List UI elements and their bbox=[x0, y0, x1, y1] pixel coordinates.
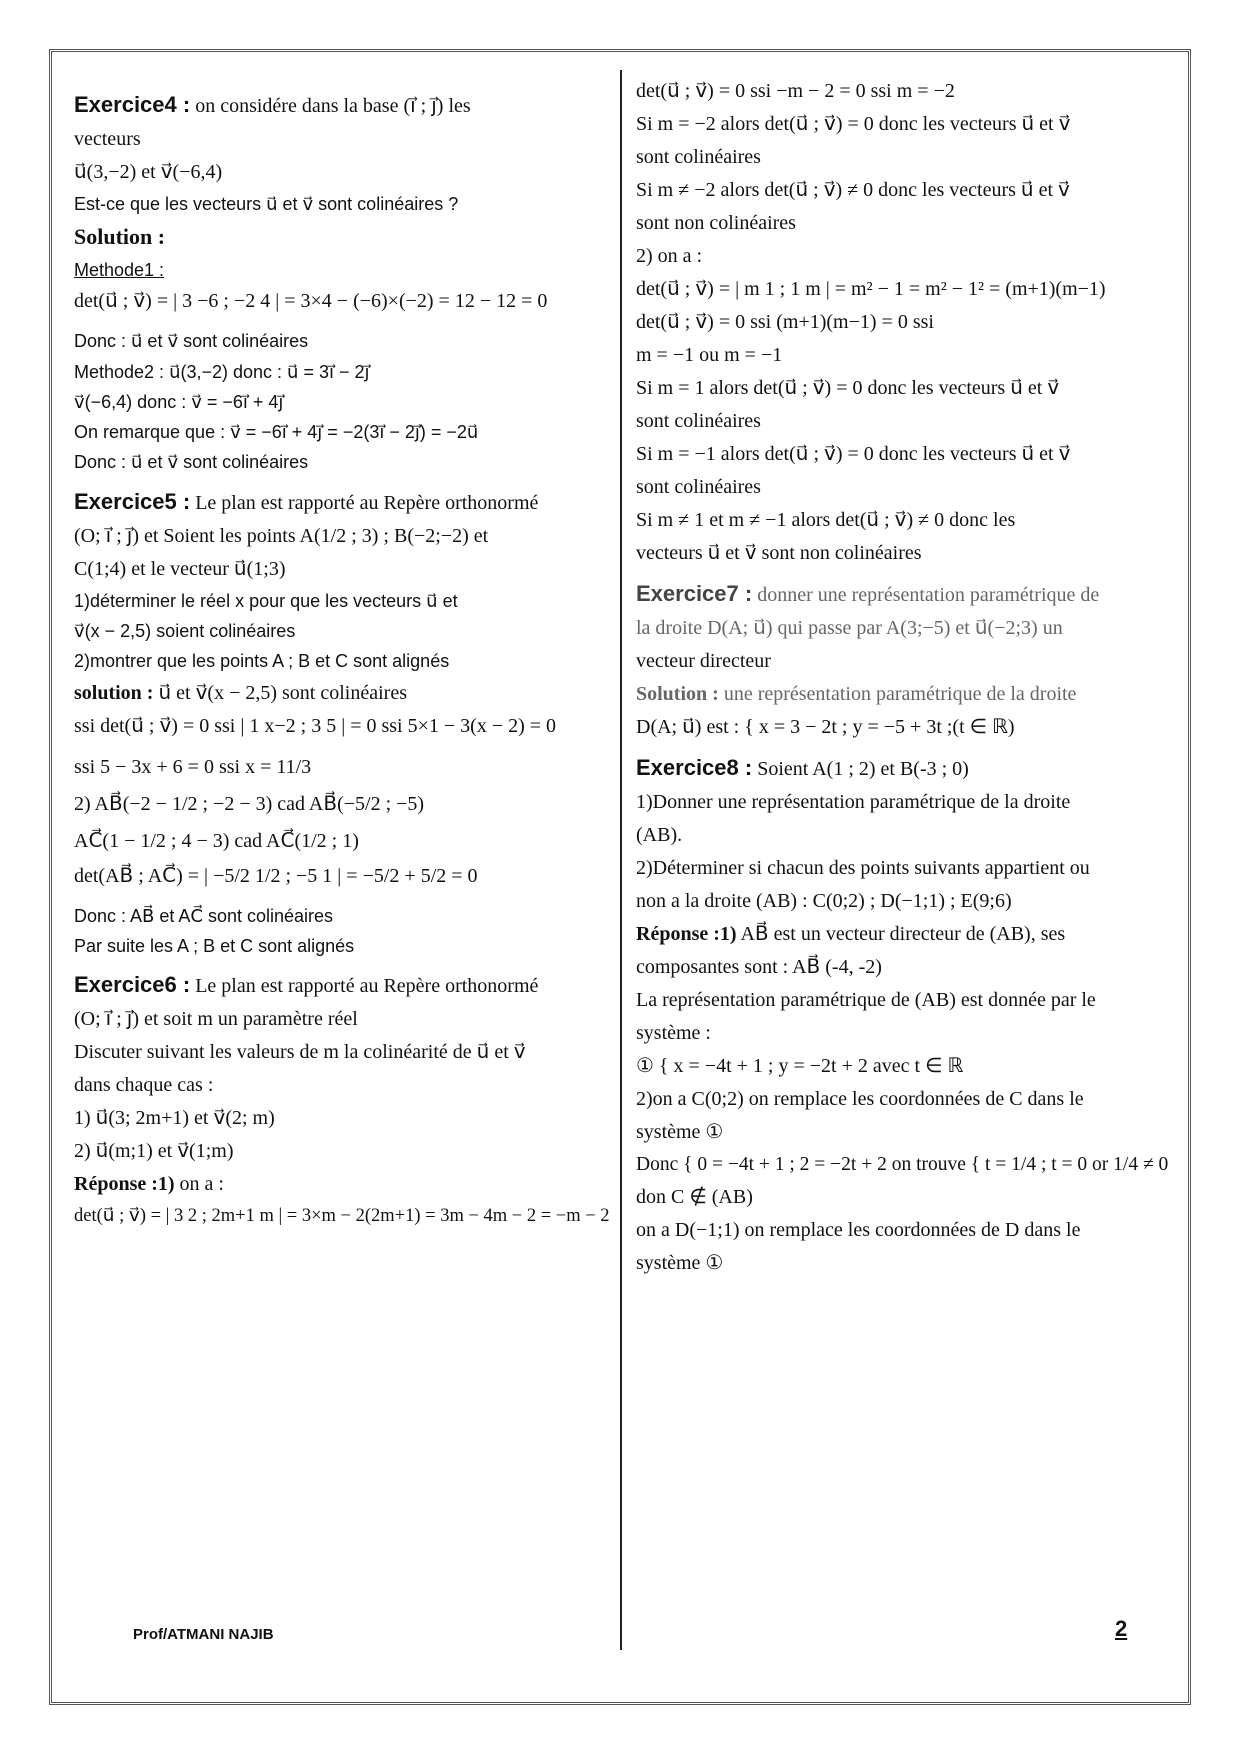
left-line: Donc : u⃗ et v⃗ sont colinéaires bbox=[74, 452, 309, 473]
left-line: Donc : AB⃗ et AC⃗ sont colinéaires bbox=[74, 905, 334, 926]
right-line: vecteur directeur bbox=[636, 650, 771, 672]
right-line: sont colinéaires bbox=[636, 410, 761, 432]
left-line bbox=[74, 970, 610, 1000]
right-line: système ① bbox=[636, 1121, 724, 1143]
solution-label: Solution : bbox=[636, 683, 719, 705]
left-line: Methode1 : bbox=[74, 259, 165, 280]
left-line: Discuter suivant les valeurs de m la colinéarité de u⃗ et v⃗ bbox=[74, 1041, 526, 1064]
left-line: AC⃗(1 − 1/2 ; 4 − 3) cad AC⃗(1/2 ; 1) bbox=[74, 829, 359, 852]
right-line: ① { x = −4t + 1 ; y = −2t + 2 avec t ∈ ℝ bbox=[636, 1055, 964, 1077]
right-line: 1)Donner une représentation paramétrique de la droite bbox=[636, 791, 1071, 813]
right-line: sont colinéaires bbox=[636, 146, 761, 168]
right-line: det(u⃗ ; v⃗) = | m 1 ; 1 m | = m² − 1 = m² − 1² = (m+1)(m−1) bbox=[636, 278, 1106, 300]
right-line bbox=[636, 921, 1176, 948]
right-line: 2)on a C(0;2) on remplace les coordonnées de C dans le bbox=[636, 1088, 1084, 1110]
footer-author: Prof/ATMANI NAJIB bbox=[133, 1626, 274, 1643]
right-line: composantes sont : AB⃗ (-4, -2) bbox=[636, 956, 882, 978]
left-line: Methode2 : u⃗(3,−2) donc : u⃗ = 3i⃗ − 2j⃗ bbox=[74, 361, 370, 382]
left-line: (O; i⃗ ; j⃗) et soit m un paramètre réel bbox=[74, 1008, 358, 1031]
left-line: det(AB⃗ ; AC⃗) = | −5/2 1/2 ; −5 1 | = −5/2 + 5/2 = 0 bbox=[74, 864, 478, 887]
exercise-title: Exercice5 : bbox=[74, 488, 191, 514]
left-line: 2) AB⃗(−2 − 1/2 ; −2 − 3) cad AB⃗(−5/2 ; −5) bbox=[74, 792, 425, 815]
right-line: 2)Déterminer si chacun des points suivants appartient ou bbox=[636, 857, 1090, 879]
left-line: dans chaque cas : bbox=[74, 1074, 214, 1097]
exercise-text: Le plan est rapporté au Repère orthonormé bbox=[190, 491, 539, 514]
left-line: Donc : u⃗ et v⃗ sont colinéaires bbox=[74, 331, 309, 352]
right-line: Si m = −2 alors det(u⃗ ; v⃗) = 0 donc les vecteurs u⃗ et v⃗ bbox=[636, 113, 1071, 135]
left-line bbox=[74, 90, 610, 120]
right-line: système : bbox=[636, 1022, 711, 1044]
right-column bbox=[636, 78, 1176, 1283]
right-line: la droite D(A; u⃗) qui passe par A(3;−5) et u⃗(−2;3) un bbox=[636, 617, 1063, 639]
left-line: C(1;4) et le vecteur u⃗(1;3) bbox=[74, 557, 286, 580]
right-line: sont colinéaires bbox=[636, 476, 761, 498]
left-line bbox=[74, 1171, 610, 1198]
left-line: 2)montrer que les points A ; B et C sont alignés bbox=[74, 651, 450, 672]
right-line: (AB). bbox=[636, 824, 683, 846]
right-line: Si m ≠ −2 alors det(u⃗ ; v⃗) ≠ 0 donc les vecteurs u⃗ et v⃗ bbox=[636, 179, 1070, 201]
right-line: non a la droite (AB) : C(0;2) ; D(−1;1) ; E(9;6) bbox=[636, 890, 1012, 912]
left-line: ssi det(u⃗ ; v⃗) = 0 ssi | 1 x−2 ; 3 5 | = 0 ssi 5×1 − 3(x − 2) = 0 bbox=[74, 714, 557, 737]
right-line bbox=[636, 753, 1176, 783]
left-line bbox=[74, 680, 610, 707]
exercise-title: Exercice4 : bbox=[74, 92, 191, 117]
right-line: La représentation paramétrique de (AB) est donnée par le bbox=[636, 989, 1096, 1011]
solution-label: Réponse :1) bbox=[636, 923, 737, 945]
right-line: Si m = −1 alors det(u⃗ ; v⃗) = 0 donc les vecteurs u⃗ et v⃗ bbox=[636, 443, 1071, 465]
exercise-text: Soient A(1 ; 2) et B(-3 ; 0) bbox=[752, 758, 969, 780]
left-line: det(u⃗ ; v⃗) = | 3 2 ; 2m+1 m | = 3×m − 2(2m+1) = 3m − 4m − 2 = −m − 2 bbox=[74, 1206, 610, 1227]
left-line: 2) u⃗(m;1) et v⃗(1;m) bbox=[74, 1140, 234, 1163]
column-divider bbox=[620, 70, 622, 1650]
right-line: Donc { 0 = −4t + 1 ; 2 = −2t + 2 on trouve { t = 1/4 ; t = 0 or 1/4 ≠ 0 bbox=[636, 1154, 1169, 1175]
left-line: det(u⃗ ; v⃗) = | 3 −6 ; −2 4 | = 3×4 − (−6)×(−2) = 12 − 12 = 0 bbox=[74, 290, 548, 313]
left-line: 1)déterminer le réel x pour que les vecteurs u⃗ et bbox=[74, 590, 458, 611]
exercise-text: Le plan est rapporté au Repère orthonormé bbox=[190, 975, 539, 998]
left-line: On remarque que : v⃗ = −6i⃗ + 4j⃗ = −2(3i⃗ − 2j⃗) = −2u⃗ bbox=[74, 422, 479, 443]
exercise-text: donner une représentation paramétrique de bbox=[752, 584, 1100, 606]
page-number: 2 bbox=[1115, 1616, 1128, 1641]
right-line: sont non colinéaires bbox=[636, 212, 796, 234]
right-line: Si m ≠ 1 et m ≠ −1 alors det(u⃗ ; v⃗) ≠ 0 donc les bbox=[636, 509, 1016, 531]
right-line: det(u⃗ ; v⃗) = 0 ssi −m − 2 = 0 ssi m = −2 bbox=[636, 80, 955, 102]
right-line: système ① bbox=[636, 1252, 724, 1275]
left-line: Est-ce que les vecteurs u⃗ et v⃗ sont colinéaires ? bbox=[74, 194, 459, 214]
right-line bbox=[636, 579, 1176, 609]
exercise-text: on considére dans la base (i⃗ ; j⃗) les bbox=[190, 95, 471, 117]
left-line bbox=[74, 487, 610, 517]
solution-label: solution : bbox=[74, 681, 154, 704]
right-line: don C ∉ (AB) bbox=[636, 1186, 753, 1209]
exercise-title: Exercice6 : bbox=[74, 972, 191, 998]
left-line: u⃗(3,−2) et v⃗(−6,4) bbox=[74, 161, 223, 183]
left-column bbox=[74, 78, 610, 1235]
left-line: Solution : bbox=[74, 224, 166, 250]
exercise-title: Exercice8 : bbox=[636, 755, 753, 780]
right-line: vecteurs u⃗ et v⃗ sont non colinéaires bbox=[636, 542, 922, 564]
left-line: Par suite les A ; B et C sont alignés bbox=[74, 935, 355, 956]
left-line: vecteurs bbox=[74, 128, 141, 150]
left-line: 1) u⃗(3; 2m+1) et v⃗(2; m) bbox=[74, 1107, 275, 1130]
right-line: Si m = 1 alors det(u⃗ ; v⃗) = 0 donc les vecteurs u⃗ et v⃗ bbox=[636, 377, 1060, 399]
left-line: v⃗(x − 2,5) soient colinéaires bbox=[74, 621, 296, 642]
solution-text: AB⃗ est un vecteur directeur de (AB), ses bbox=[736, 923, 1066, 945]
right-line: on a D(−1;1) on remplace les coordonnées de D dans le bbox=[636, 1219, 1081, 1242]
solution-text: on a : bbox=[174, 1173, 224, 1196]
solution-text: une représentation paramétrique de la droite bbox=[718, 683, 1077, 705]
right-line: D(A; u⃗) est : { x = 3 − 2t ; y = −5 + 3t ;(t ∈ ℝ) bbox=[636, 716, 1015, 738]
left-line: v⃗(−6,4) donc : v⃗ = −6i⃗ + 4j⃗ bbox=[74, 391, 284, 412]
right-line: 2) on a : bbox=[636, 245, 703, 267]
exercise-title: Exercice7 : bbox=[636, 581, 753, 606]
left-line: (O; i⃗ ; j⃗) et Soient les points A(1/2 ; 3) ; B(−2;−2) et bbox=[74, 524, 489, 547]
right-line: m = −1 ou m = −1 bbox=[636, 344, 783, 366]
solution-label: Réponse :1) bbox=[74, 1173, 175, 1196]
right-line: det(u⃗ ; v⃗) = 0 ssi (m+1)(m−1) = 0 ssi bbox=[636, 311, 934, 333]
solution-text: u⃗ et v⃗(x − 2,5) sont colinéaires bbox=[153, 681, 407, 704]
right-line bbox=[636, 681, 1176, 708]
left-line: ssi 5 − 3x + 6 = 0 ssi x = 11/3 bbox=[74, 755, 312, 778]
